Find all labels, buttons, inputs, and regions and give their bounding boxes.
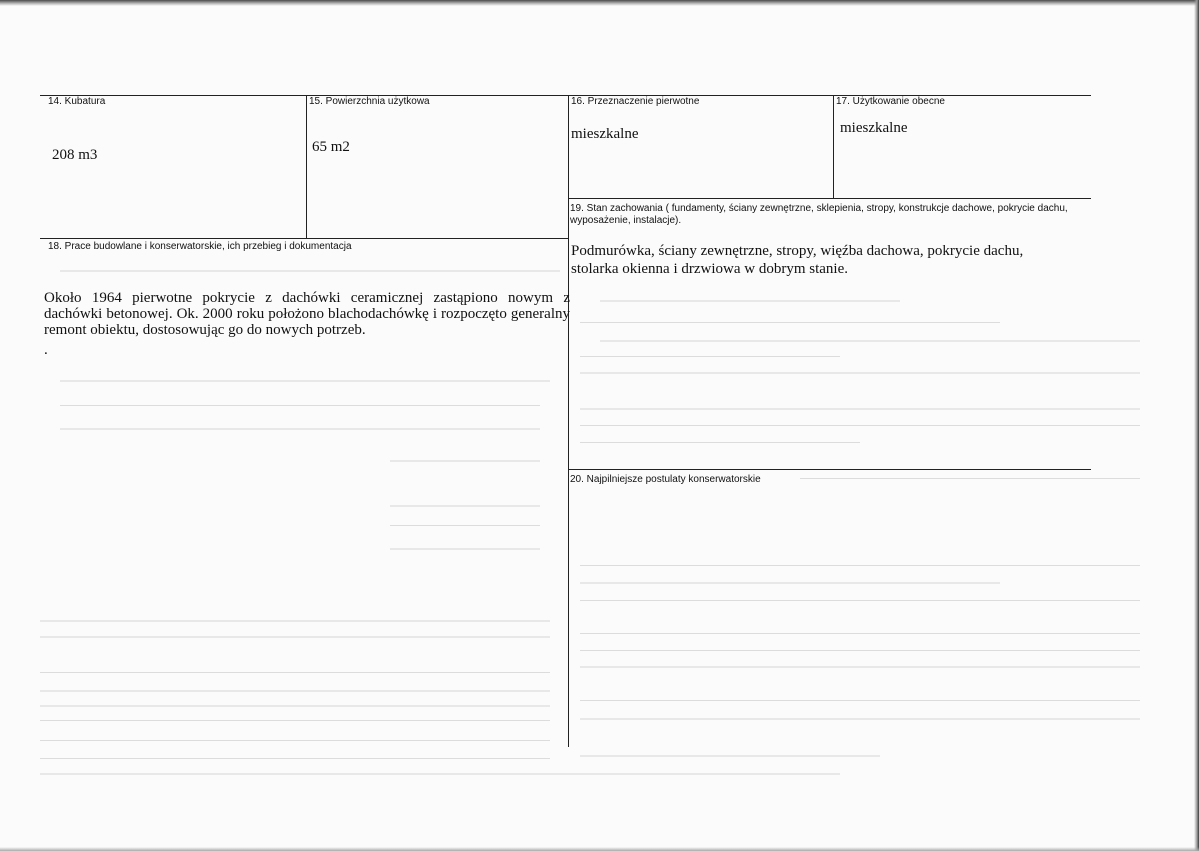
scan-edge-right [1194,0,1199,851]
grid-line-18-top [40,238,568,239]
kubatura-value: 208 m3 [52,147,98,163]
stan-label: 19. Stan zachowania ( fundamenty, ściany zewnętrzne, sklepienia, stropy, konstrukcje dachowe, pokrycie dachu, wyposażenie, instalacje). [570,203,1068,226]
powierzchnia-label: 15. Powierzchnia użytkowa [309,96,430,107]
powierzchnia-value: 65 m2 [312,139,350,155]
scan-edge-bottom [0,847,1199,851]
prace-label: 18. Prace budowlane i konserwatorskie, ich przebieg i dokumentacja [48,241,352,252]
uzytkowanie-value: mieszkalne [840,120,908,136]
stan-text: Podmurówka, ściany zewnętrzne, stropy, więźba dachowa, pokrycie dachu, stolarka okienna i drzwiowa w dobrym stanie. [571,243,1024,277]
kubatura-label: 14. Kubatura [48,96,106,107]
prace-text: Około 1964 pierwotne pokrycie z dachówki ceramicznej zastąpiono nowym z dachówki betonowej. Ok. 2000 roku położono blachodachówkę i rozpoczęto generalny remont obiektu, dostosowując go do nowych potrzeb. [44,290,570,338]
postulaty-label: 20. Najpilniejsze postulaty konserwatorskie [570,474,761,485]
grid-line-19-top [568,198,1091,199]
przeznaczenie-value: mieszkalne [571,126,639,142]
grid-divider-14-15 [306,95,307,238]
uzytkowanie-label: 17. Użytkowanie obecne [836,96,945,107]
przeznaczenie-label: 16. Przeznaczenie pierwotne [571,96,700,107]
grid-divider-16-17 [833,95,834,198]
grid-line-20-top [568,469,1091,470]
scan-edge-top [0,0,1199,6]
grid-divider-15-16 [568,95,569,747]
prace-dot: . [44,342,48,358]
